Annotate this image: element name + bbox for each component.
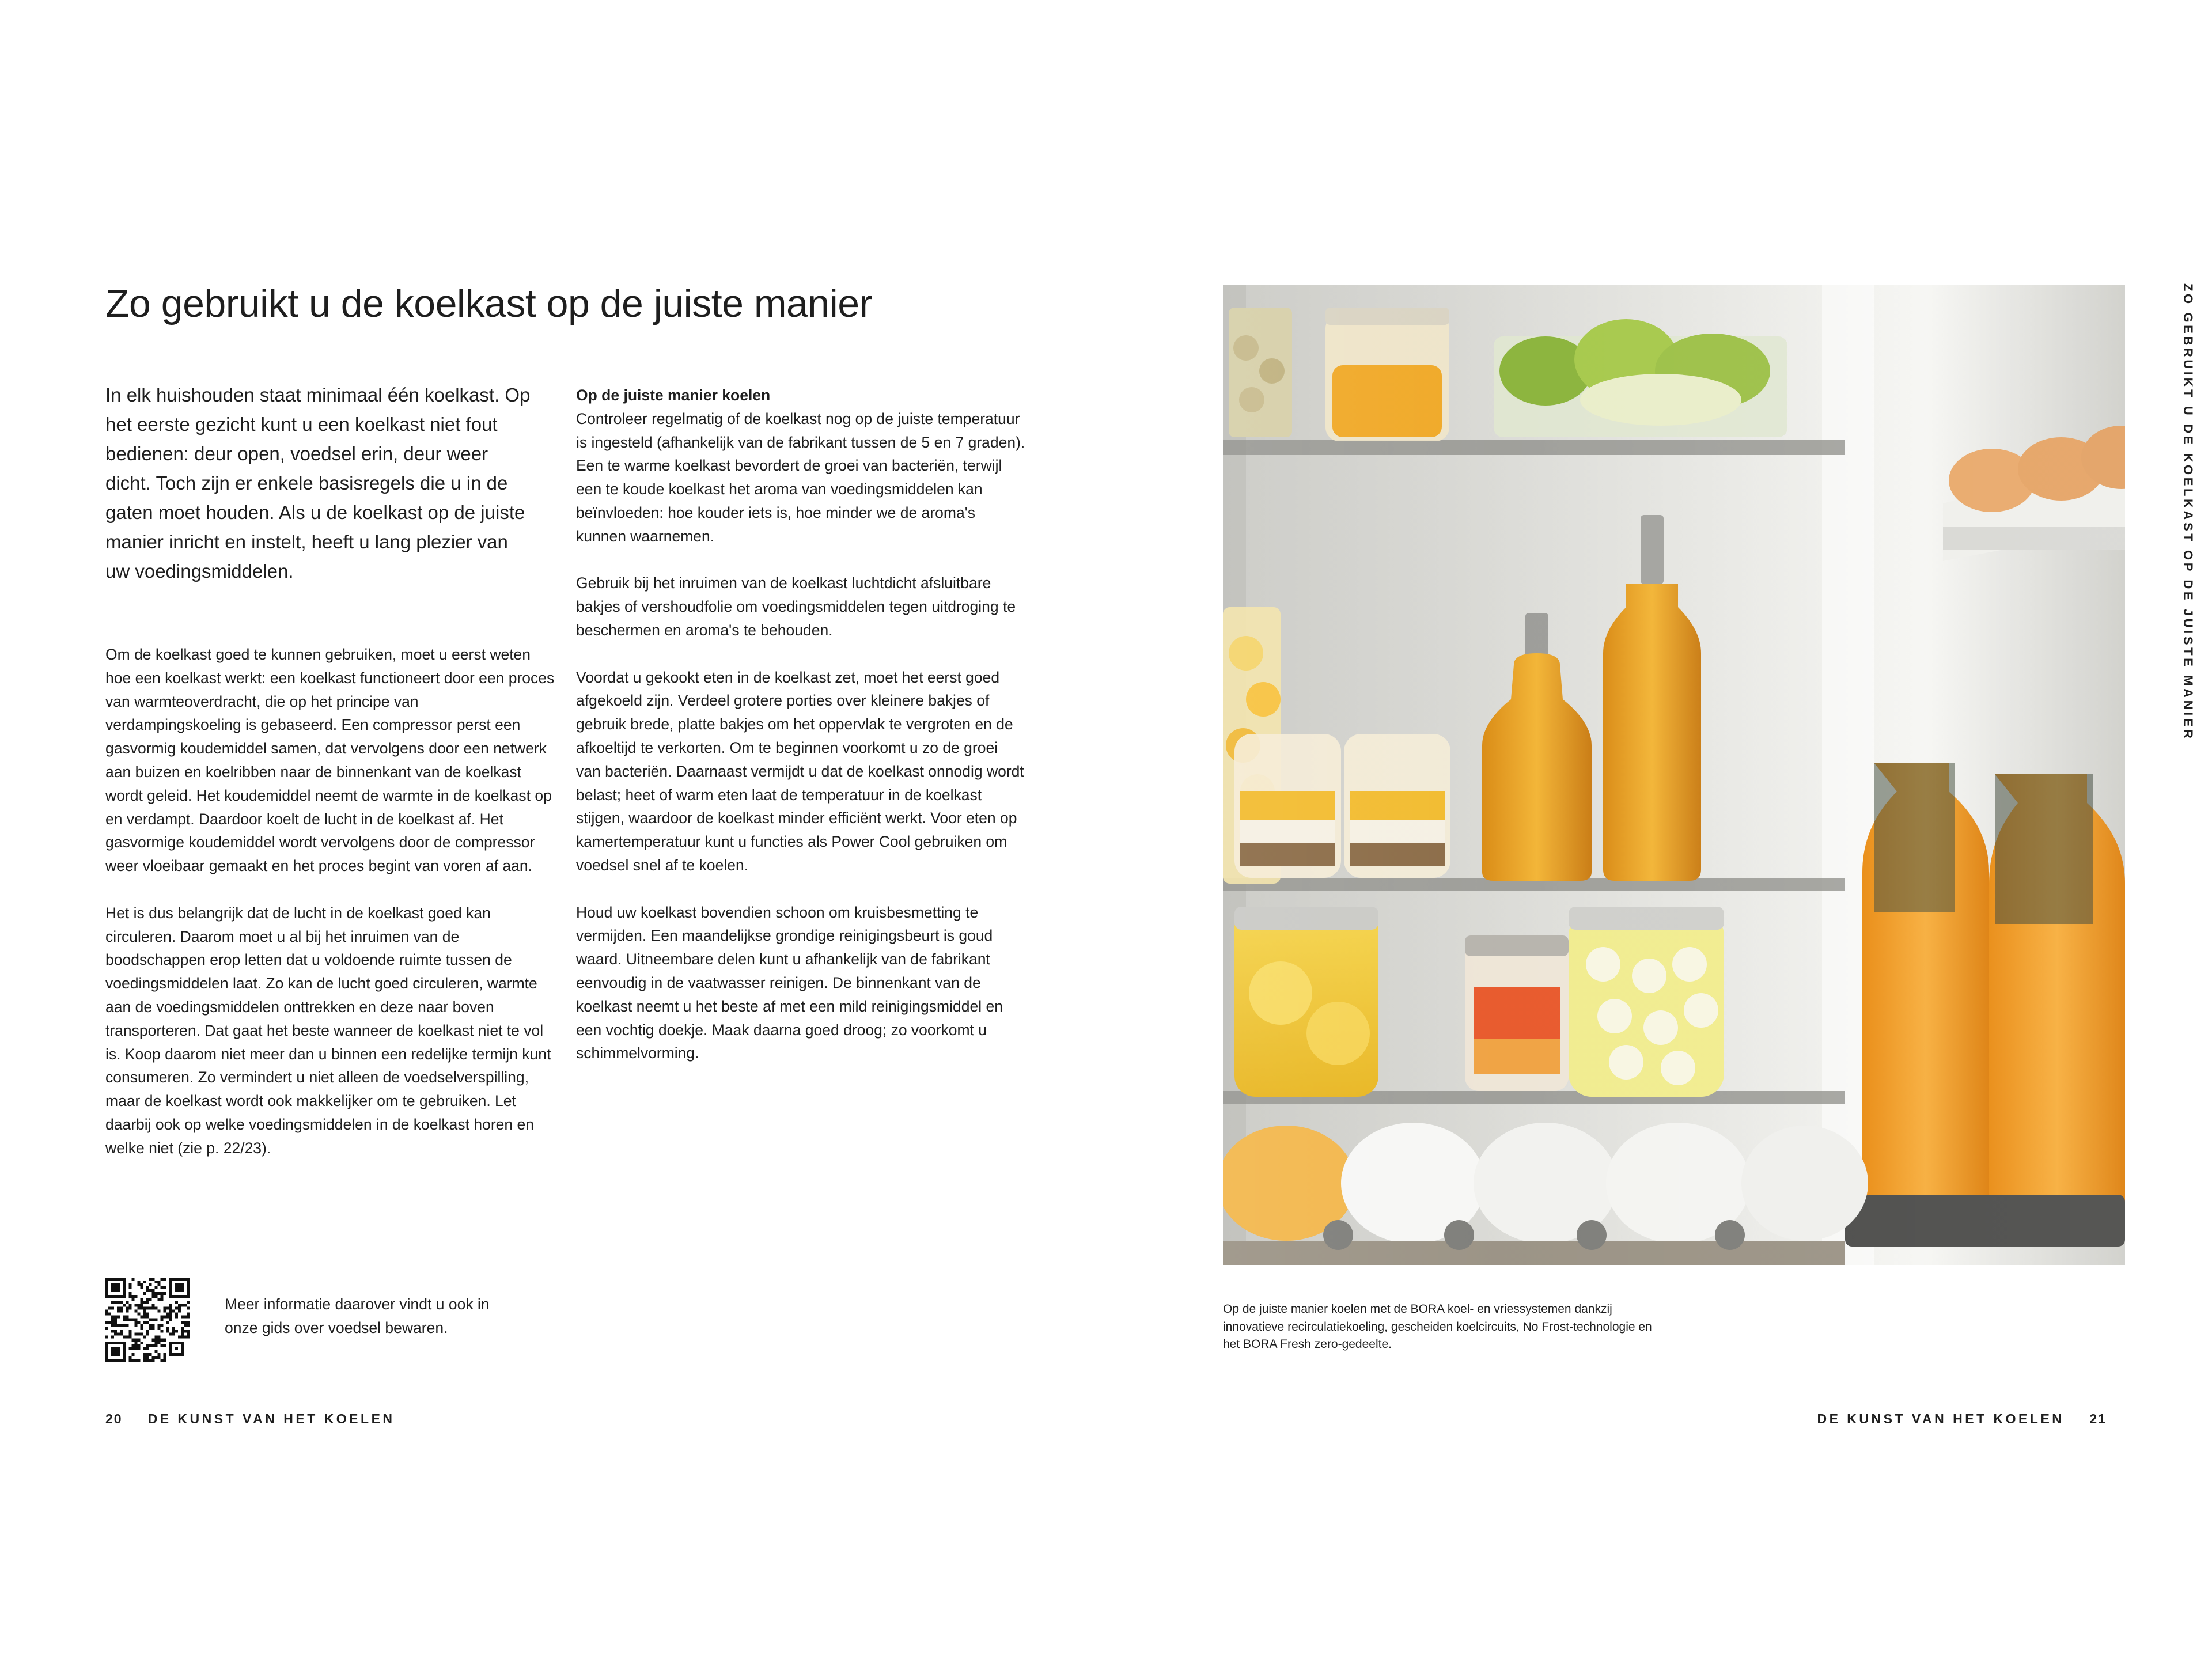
body-paragraph: Houd uw koelkast bovendien schoon om kruisbesmetting te vermijden. Een maandelijkse grondige reinigingsbeurt is goud waard. Uitneembare delen kunt u afhankelijk van de fabrikant eenvoudig in de vaatwasser reinigen. De binnenkant van de koelkast neemt u het beste af met een mild reinigingsmiddel en een vochtig doekje. Maak daarna goed droog; zo voorkomt u schimmelvorming. (576, 903, 1003, 1062)
body-paragraph: Om de koelkast goed te kunnen gebruiken, moet u eerst weten hoe een koelkast werkt: een koelkast functioneert door een proces van warmteoverdracht, die op het principe van verdampingskoeling is gebaseerd. Een compressor perst een gasvormig koudemiddel samen, dat vervolgens door een netwerk aan buizen en koelribben naar de binnenkant van de koelkast wordt geleid. Het koudemiddel neemt de warmte in de koelkast op en verdampt. Daardoor koelt de lucht in de koelkast af. Het gasvormige koudemiddel wordt vervolgens door de compressor weer vloeibaar gemaakt en het proces begint van voren af aan. (105, 646, 555, 875)
vertical-section-label (2179, 283, 2195, 741)
right-page (1106, 0, 2212, 1659)
body-paragraph: Controleer regelmatig of de koelkast nog op de juiste temperatuur is ingesteld (afhankelijk van de fabrikant tussen de 5 en 7 graden). Een te warme koelkast bevordert de groei van bacteriën, terwijl een te koude koelkast het aroma van voedingsmiddelen kan beïnvloeden: hoe kouder iets is, hoe minder we de aroma's kunnen waarnemen. (576, 410, 1025, 545)
body-column-1 (105, 643, 555, 1183)
qr-note: Meer informatie daarover vindt u ook in onze gids over voedsel bewaren. (225, 1296, 490, 1336)
page-number: 21 (2089, 1411, 2107, 1426)
running-footer: DE KUNST VAN HET KOELEN (147, 1411, 395, 1426)
intro-paragraph: In elk huishouden staat minimaal één koelkast. Op het eerste gezicht kunt u een koelkast niet fout bedienen: deur open, voedsel erin, deur weer dicht. Toch zijn er enkele basisregels die u in de gaten moet houden. Als u de koelkast op de juiste manier inricht en instelt, heeft u lang plezier van uw voedingsmiddelen. (105, 384, 531, 582)
fridge-interior-photo (1223, 285, 2125, 1265)
qr-code-icon[interactable] (105, 1278, 190, 1362)
footer-right (1817, 1411, 2107, 1427)
page-title: Zo gebruikt u de koelkast op de juiste manier (105, 282, 872, 325)
body-column-2 (576, 384, 1025, 1089)
section-subheading: Op de juiste manier koelen (576, 387, 771, 404)
body-paragraph: Het is dus belangrijk dat de lucht in de koelkast goed kan circuleren. Daarom moet u al bij het inruimen van de boodschappen erop letten dat u voldoende ruimte tussen de voedingsmiddelen laat. Zo kan de lucht goed circuleren, warmte aan de voedingsmiddelen onttrekken en deze naar boven transporteren. Dat gaat het beste wanneer de koelkast niet te vol is. Koop daarom niet meer dan u binnen een redelijke termijn kunt consumeren. Zo vermindert u niet alleen de voedselverspilling, maar de koelkast wordt ook makkelijker om te gebruiken. Let daarbij ook op welke voedingsmiddelen in de koelkast horen en welke niet (zie p. 22/23). (105, 904, 551, 1157)
body-paragraph: Voordat u gekookt eten in de koelkast zet, moet het eerst goed afgekoeld zijn. Verdeel grotere porties over kleinere bakjes of gebruik brede, platte bakjes om het oppervlak te vergroten en de afkoeltijd te verkorten. Om te beginnen voorkomt u zo de groei van bacteriën. Daarnaast vermijdt u dat de koelkast onnodig wordt belast; heet of warm eten laat de temperatuur in de koelkast stijgen, waardoor de koelkast minder efficiënt werkt. Voor eten op kamertemperatuur kunt u functies als Power Cool gebruiken om voedsel snel af te koelen. (576, 668, 1024, 874)
running-footer: DE KUNST VAN HET KOELEN (1817, 1411, 2065, 1426)
body-paragraph: Gebruik bij het inruimen van de koelkast luchtdicht afsluitbare bakjes of vershoudfolie om voedingsmiddelen tegen uitdroging te beschermen en aroma's te behouden. (576, 574, 1016, 639)
photo-caption: Op de juiste manier koelen met de BORA koel- en vriessystemen dankzij innovatieve recirculatiekoeling, gescheiden koelcircuits, No Frost-technologie en het BORA Fresh zero-gedeelte. (1223, 1302, 1652, 1351)
side-label-text: ZO GEBRUIKT U DE KOELKAST OP DE JUISTE MANIER (2181, 283, 2195, 741)
page-number: 20 (105, 1411, 123, 1426)
footer-left (105, 1411, 395, 1427)
